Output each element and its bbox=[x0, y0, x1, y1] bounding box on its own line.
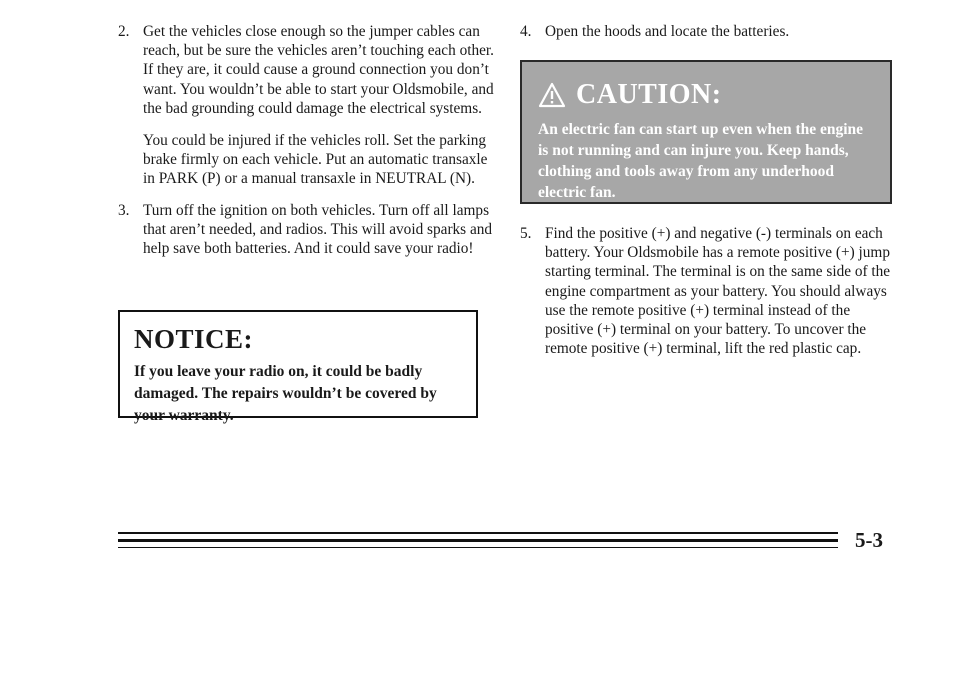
step-3-number: 3. bbox=[118, 201, 130, 219]
step-2-paragraph-1: Get the vehicles close enough so the jumper cables can reach, but be sure the vehicles aren’t touching each other. If they are, it could cause a ground connection you don’t want. You wouldn’t be able to start your Oldsmobile, and the bad grounding could damage the electrical systems. bbox=[143, 23, 494, 117]
caution-header bbox=[538, 79, 874, 111]
left-column bbox=[118, 22, 498, 258]
footer-rule-middle bbox=[118, 539, 838, 542]
step-5-number: 5. bbox=[520, 225, 532, 242]
footer-rule-bottom bbox=[118, 547, 838, 548]
step-2-paragraph-2: You could be injured if the vehicles roll. Set the parking brake firmly on each vehicle. Put an automatic transaxle in PARK (P) or a manual transaxle in NEUTRAL (N). bbox=[143, 132, 488, 188]
step-4 bbox=[520, 22, 892, 41]
caution-title: CAUTION: bbox=[576, 79, 722, 110]
right-column-lower bbox=[520, 224, 892, 358]
notice-title: NOTICE: bbox=[134, 324, 254, 354]
step-4-number: 4. bbox=[520, 23, 532, 40]
notice-text: If you leave your radio on, it could be badly damaged. The repairs wouldn’t be covered by your warranty. bbox=[134, 363, 437, 424]
step-2-number: 2. bbox=[118, 23, 130, 40]
notice-box bbox=[118, 310, 478, 424]
step-2 bbox=[118, 22, 498, 189]
warning-triangle-icon bbox=[538, 82, 566, 108]
step-5 bbox=[520, 224, 892, 358]
page-number: 5-3 bbox=[855, 528, 883, 552]
step-4-text: Open the hoods and locate the batteries. bbox=[545, 23, 790, 40]
step-3 bbox=[118, 201, 498, 259]
caution-text: An electric fan can start up even when the engine is not running and can injure you. Keep hands, clothing and tools away from any underhood electric fan. bbox=[538, 121, 864, 201]
right-column bbox=[520, 22, 892, 41]
caution-box bbox=[520, 60, 892, 204]
footer-rule-top bbox=[118, 532, 838, 534]
step-3-text: Turn off the ignition on both vehicles. Turn off all lamps that aren’t needed, and radios. This will avoid sparks and help save both batteries. And it could save your radio! bbox=[143, 201, 493, 258]
step-5-text: Find the positive (+) and negative (-) terminals on each battery. Your Oldsmobile has a remote positive (+) jump starting terminal. The terminal is on the same side of the engine compartment as your battery. You should always use the remote positive (+) terminal instead of the positive (+) terminal on your battery. To uncover the remote positive (+) terminal, lift the red plastic cap. bbox=[545, 225, 891, 358]
